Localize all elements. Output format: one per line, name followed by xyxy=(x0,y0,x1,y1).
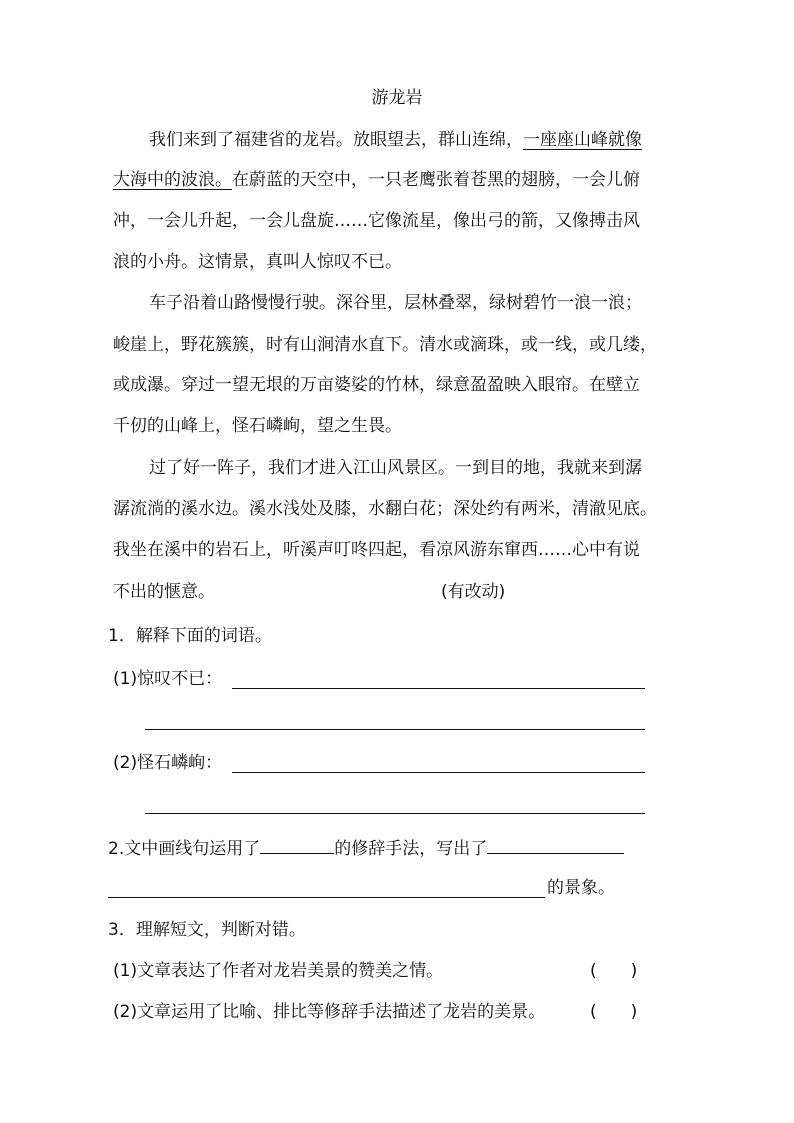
paragraph-2-line-4: 千仞的山峰上，怪石嶙峋，望之生畏。 xyxy=(113,416,402,436)
question-2-part-c: 的景象。 xyxy=(547,878,615,898)
paragraph-1-line-4: 浪的小舟。这情景，真叫人惊叹不已。 xyxy=(113,252,402,272)
paragraph-1-line-2 xyxy=(113,168,703,192)
adaptation-note: (有改动) xyxy=(441,582,506,602)
question-3-item-2: (2)文章运用了比喻、排比等修辞手法描述了龙岩的美景。 xyxy=(113,1002,546,1022)
paragraph-3-line-3: 我坐在溪中的岩石上，听溪声叮咚四起，看凉风游东窜西……心中有说 xyxy=(113,540,640,560)
answer-line-2b[interactable] xyxy=(145,813,645,814)
question-2-part-a: 2.文中画线句运用了 xyxy=(108,839,261,859)
paragraph-3-line-1: 过了好一阵子，我们才进入江山风景区。一到目的地，我就来到潺 xyxy=(149,458,642,478)
paragraph-3-line-4 xyxy=(113,580,703,604)
paragraph-1-text: 在蔚蓝的天空中，一只老鹰张着苍黑的翅膀，一会儿俯 xyxy=(232,170,640,190)
answer-paren-1[interactable]: ( ) xyxy=(590,961,638,981)
question-1-prompt: 1．解释下面的词语。 xyxy=(108,626,272,646)
question-2-part-b: 的修辞手法，写出了 xyxy=(334,839,488,859)
answer-line-1a[interactable] xyxy=(232,688,645,689)
scene-blank-2[interactable] xyxy=(108,897,545,898)
question-3-prompt: 3．理解短文，判断对错。 xyxy=(108,920,306,940)
paragraph-2-line-2: 峻崖上，野花簇簇，时有山涧清水直下。清水或滴珠，或一线，或几缕， xyxy=(113,335,657,355)
question-2-text xyxy=(108,835,624,861)
question-3-item-1: (1)文章表达了作者对龙岩美景的赞美之情。 xyxy=(113,961,444,981)
paragraph-3-text: 不出的惬意。 xyxy=(113,582,215,602)
scene-blank-1[interactable] xyxy=(487,835,624,854)
underlined-sentence-part-2: 大海中的波浪。 xyxy=(113,170,232,190)
answer-paren-2[interactable]: ( ) xyxy=(590,1002,638,1022)
paragraph-3-line-2: 潺流淌的溪水边。溪水浅处及膝，水翻白花；深处约有两米，清澈见底。 xyxy=(113,499,657,519)
answer-line-1b[interactable] xyxy=(145,729,645,730)
passage-title: 游龙岩 xyxy=(371,88,423,108)
question-1-item-1: (1)惊叹不已： xyxy=(113,669,223,689)
paragraph-2-line-1: 车子沿着山路慢慢行驶。深谷里，层林叠翠，绿树碧竹一浪一浪； xyxy=(149,293,642,313)
paragraph-1-line-1 xyxy=(113,128,703,152)
rhetoric-blank[interactable] xyxy=(260,835,334,854)
paragraph-2-line-3: 或成瀑。穿过一望无垠的万亩婆娑的竹林，绿意盈盈映入眼帘。在壁立 xyxy=(113,375,640,395)
underlined-sentence-part-1: 一座座山峰就像 xyxy=(523,130,642,150)
paragraph-1-text: 我们来到了福建省的龙岩。放眼望去，群山连绵， xyxy=(149,130,523,150)
answer-line-2a[interactable] xyxy=(232,772,645,773)
question-1-item-2: (2)怪石嶙峋： xyxy=(113,753,223,773)
paragraph-1-line-3: 冲，一会儿升起，一会儿盘旋……它像流星，像出弓的箭，又像搏击风 xyxy=(113,211,640,231)
